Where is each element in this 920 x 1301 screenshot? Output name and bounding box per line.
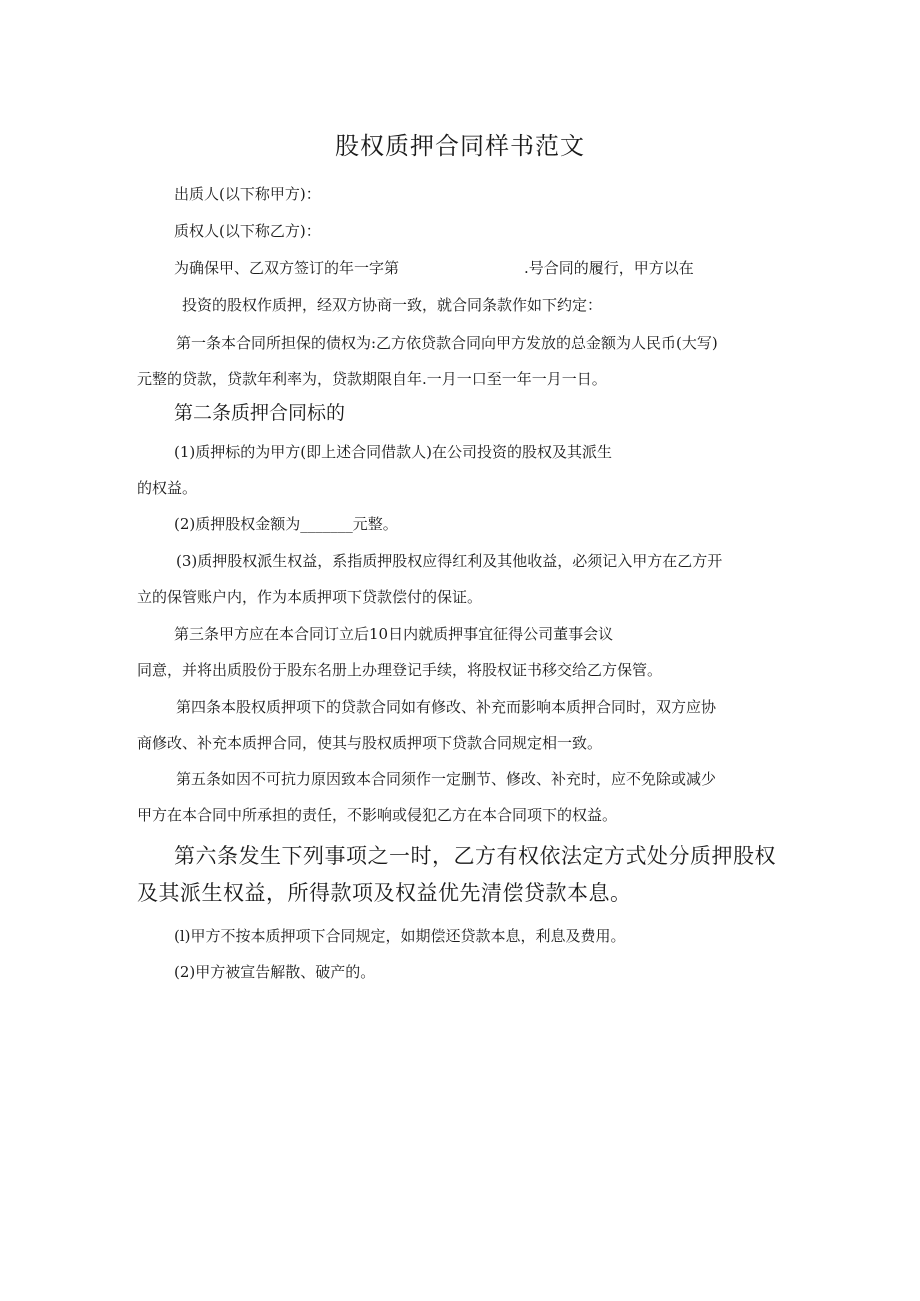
article-5-line-1: 第五条如因不可抗力原因致本合同须作一定删节、修改、补充时，应不免除或减少 (176, 770, 717, 788)
article-6-item-2: (2)甲方被宣告解散、破产的。 (174, 963, 376, 981)
article-3-line-1: 第三条甲方应在本合同订立后10日内就质押事宜征得公司董事会议 (174, 625, 614, 643)
article-6-line-2: 及其派生权益，所得款项及权益优先清偿贷款本息。 (137, 881, 632, 905)
article-2-item-1-line-1: (1)质押标的为甲方(即上述合同借款人)在公司投资的股权及其派生 (174, 443, 612, 461)
article-3-line-2: 同意，并将出质股份于股东名册上办理登记手续，将股权证书移交给乙方保管。 (137, 661, 663, 679)
article-2-item-1-line-2: 的权益。 (137, 479, 198, 497)
article-5-line-2: 甲方在本合同中所承担的责任，不影响或侵犯乙方在本合同项下的权益。 (137, 806, 618, 824)
article-1-line-1: 第一条本合同所担保的债权为:乙方依贷款合同向甲方发放的总金额为人民币(大写) (176, 334, 718, 352)
article-2-item-3-line-2: 立的保管账户内，作为本质押项下贷款偿付的保证。 (137, 588, 483, 606)
pledgee-line: 质权人(以下称乙方)： (174, 222, 321, 240)
page-title: 股权质押合同样书范文 (335, 132, 585, 160)
article-4-line-2: 商修改、补充本质押合同，使其与股权质押项下贷款合同规定相一致。 (137, 734, 603, 752)
pledgor-line: 出质人(以下称甲方)： (174, 185, 321, 203)
article-2-item-2: (2)质押股权金额为_______元整。 (174, 515, 398, 533)
article-6-line-1: 第六条发生下列事项之一时，乙方有权依法定方式处分质押股权 (174, 844, 776, 868)
article-6-item-1: (l)甲方不按本质押项下合同规定，如期偿还贷款本息，利息及费用。 (174, 927, 626, 945)
intro-line-1-part-a: 为确保甲、乙双方签订的年一字第 (174, 259, 400, 277)
article-4-line-1: 第四条本股权质押项下的贷款合同如有修改、补充而影响本质押合同时，双方应协 (176, 698, 717, 716)
intro-line-1 (174, 258, 694, 278)
article-1-line-2: 元整的贷款，贷款年利率为，贷款期限自年.一月一口至一年一月一日。 (137, 370, 607, 388)
intro-line-2: 投资的股权作质押，经双方协商一致，就合同条款作如下约定： (182, 296, 603, 314)
intro-line-1-part-b: .号合同的履行，甲方以在 (524, 259, 694, 277)
article-2-heading: 第二条质押合同标的 (174, 402, 346, 424)
article-2-item-3-line-1: (3)质押股权派生权益，系指质押股权应得红利及其他收益，必须记入甲方在乙方开 (176, 552, 723, 570)
